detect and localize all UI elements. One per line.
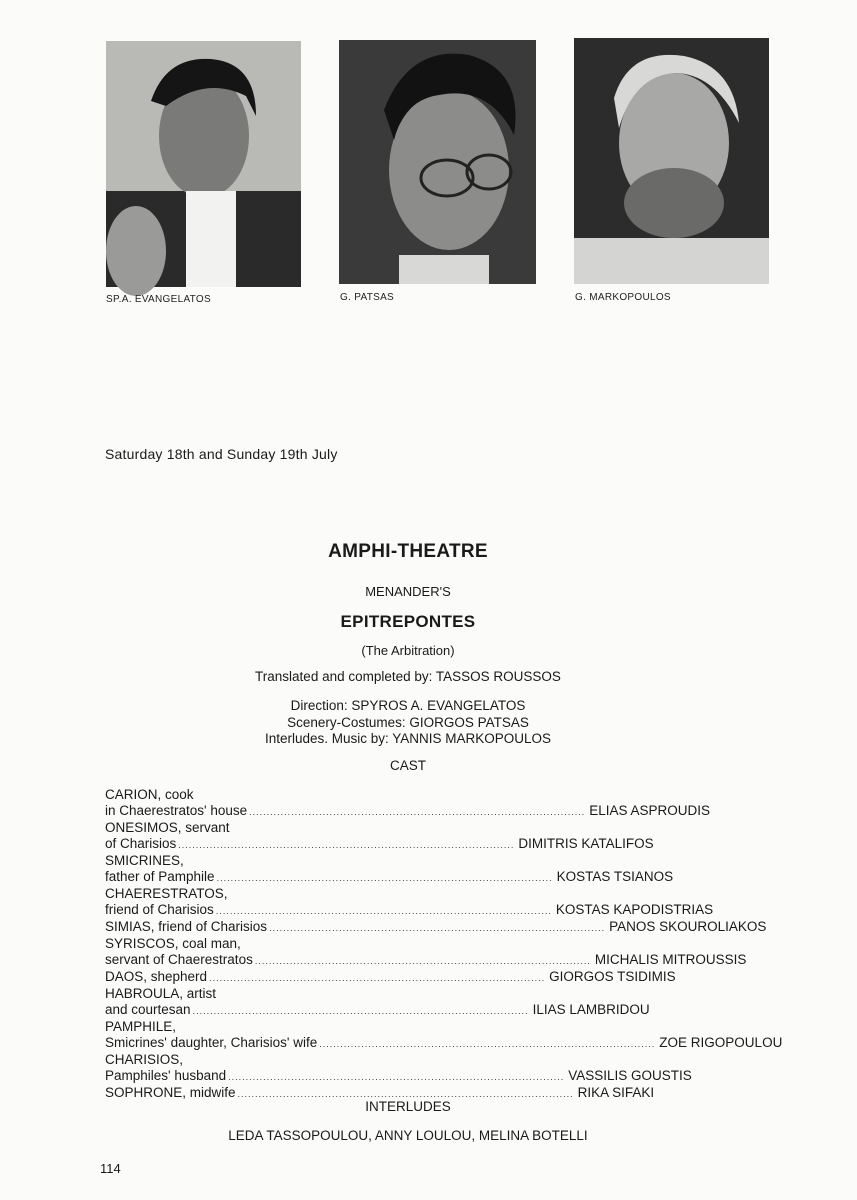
translation-credit: Translated and completed by: TASSOS ROUSSOS — [255, 669, 561, 684]
play-subtitle: (The Arbitration) — [361, 643, 455, 658]
role-line: ONESIMOS, servant — [105, 820, 230, 835]
cast-entry — [105, 853, 674, 886]
dot-leader: ................................................................................................ — [215, 906, 552, 916]
photo-caption-1: SP.A. EVANGELATOS — [106, 294, 211, 305]
role-line: and courtesan — [105, 1002, 191, 1017]
role-line: Smicrines' daughter, Charisios' wife — [105, 1035, 318, 1050]
actor-name: RIKA SIFAKI — [577, 1085, 655, 1100]
cast-entry — [105, 886, 714, 919]
cast-list — [105, 787, 783, 1102]
credit-scenery: Scenery-Costumes: GIORGOS PATSAS — [287, 714, 529, 730]
role-line: CHARISIOS, — [105, 1052, 184, 1067]
role-line: HABROULA, artist — [105, 986, 217, 1001]
dot-leader: ................................................................................................ — [209, 973, 546, 983]
role-line: in Chaerestratos' house — [105, 803, 248, 818]
actor-name: ELIAS ASPROUDIS — [589, 803, 711, 818]
cast-entry — [105, 820, 654, 853]
actor-name: VASSILIS GOUSTIS — [568, 1068, 692, 1083]
role-line: PAMPHILE, — [105, 1019, 177, 1034]
cast-entry — [105, 1019, 783, 1052]
cast-entry — [105, 969, 676, 986]
actor-name: ZOE RIGOPOULOU — [659, 1035, 783, 1050]
role-line: servant of Chaerestratos — [105, 952, 253, 967]
venue-title: AMPHI-THEATRE — [328, 541, 488, 562]
cast-entry — [105, 1052, 692, 1085]
actor-name: ILIAS LAMBRIDOU — [532, 1002, 650, 1017]
dot-leader: ................................................................................................ — [254, 956, 591, 966]
role-line: DAOS, shepherd — [105, 969, 208, 984]
dot-leader: ................................................................................................ — [192, 1006, 529, 1016]
dot-leader: ................................................................................................ — [249, 807, 586, 817]
photo-evangelatos — [106, 41, 301, 287]
photo-caption-3: G. MARKOPOULOS — [575, 292, 671, 303]
photo-markopoulos — [574, 38, 769, 284]
role-line: friend of Charisios — [105, 902, 214, 917]
credit-music: Interludes. Music by: YANNIS MARKOPOULOS — [264, 731, 552, 746]
actor-name: KOSTAS TSIANOS — [556, 869, 674, 884]
actor-name: GIORGOS TSIDIMIS — [549, 969, 676, 984]
actor-name: MICHALIS MITROUSSIS — [594, 952, 747, 967]
actor-name: DIMITRIS KATALIFOS — [518, 836, 654, 851]
dot-leader: ................................................................................................ — [178, 840, 515, 850]
credit-direction: Direction: SPYROS A. EVANGELATOS — [290, 698, 526, 713]
cast-entry — [105, 787, 711, 820]
interludes-heading: INTERLUDES — [365, 1099, 451, 1114]
interludes-performers: LEDA TASSOPOULOU, ANNY LOULOU, MELINA BOTELLI — [228, 1128, 588, 1143]
play-title: EPITREPONTES — [340, 612, 476, 631]
role-line: CARION, cook — [105, 787, 194, 802]
role-line: father of Pamphile — [105, 869, 215, 884]
dot-leader: ................................................................................................ — [237, 1089, 574, 1099]
role-line: Pamphiles' husband — [105, 1068, 227, 1083]
author-line: MENANDER'S — [365, 584, 451, 599]
cast-entry — [105, 919, 767, 936]
role-line: SOPHRONE, midwife — [105, 1085, 236, 1100]
actor-name: PANOS SKOUROLIAKOS — [609, 919, 767, 934]
date-line: Saturday 18th and Sunday 19th July — [105, 446, 338, 462]
dot-leader: ................................................................................................ — [319, 1039, 656, 1049]
role-line: CHAERESTRATOS, — [105, 886, 228, 901]
dot-leader: ................................................................................................ — [269, 923, 606, 933]
photo-caption-2: G. PATSAS — [340, 292, 395, 303]
cast-heading: CAST — [389, 758, 426, 773]
role-line: SIMIAS, friend of Charisios — [105, 919, 268, 934]
role-line: SYRISCOS, coal man, — [105, 936, 241, 951]
actor-name: KOSTAS KAPODISTRIAS — [555, 902, 714, 917]
page-number: 114 — [100, 1161, 121, 1176]
production-credits — [0, 698, 816, 748]
cast-entry — [105, 936, 747, 969]
cast-entry — [105, 986, 650, 1019]
dot-leader: ................................................................................................ — [228, 1072, 565, 1082]
dot-leader: ................................................................................................ — [216, 873, 553, 883]
role-line: of Charisios — [105, 836, 177, 851]
role-line: SMICRINES, — [105, 853, 184, 868]
photo-patsas — [339, 40, 536, 284]
